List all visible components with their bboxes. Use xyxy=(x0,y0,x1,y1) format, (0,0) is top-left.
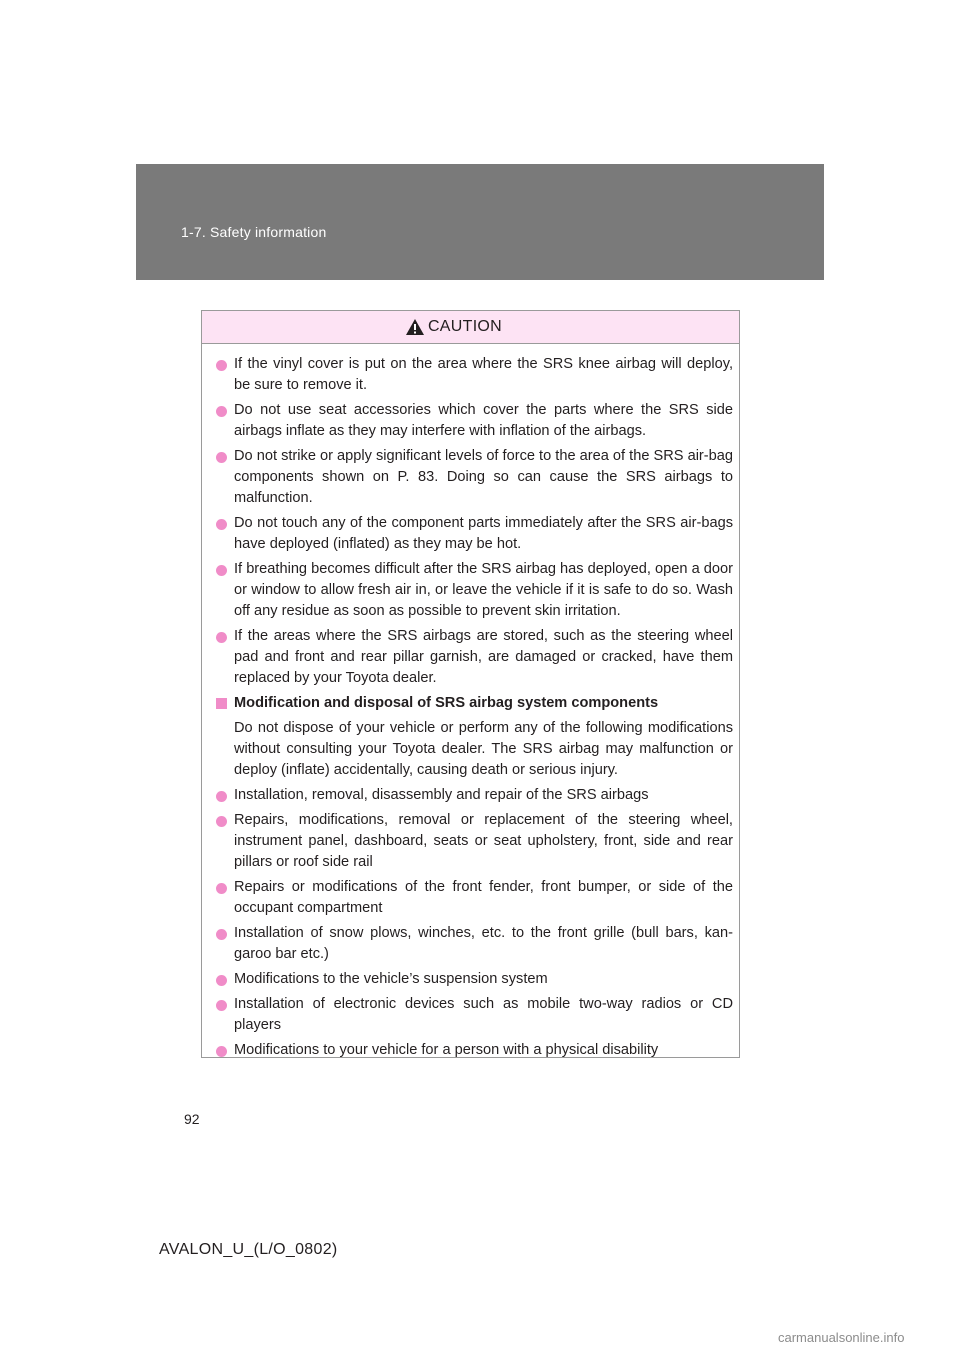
bullet-icon xyxy=(216,975,227,986)
caution-item: Do not strike or apply significant levels of force to the area of the SRS air-bag components shown on P. 83. Doing so can cause the SRS airbags to malfunction. xyxy=(216,446,733,509)
warning-triangle-icon xyxy=(405,318,425,336)
modification-item: Installation, removal, disassembly and repair of the SRS airbags xyxy=(216,785,733,806)
bullet-icon xyxy=(216,816,227,827)
bullet-icon xyxy=(216,565,227,576)
modification-item: Repairs, modifications, removal or replacement of the steering wheel, instrument panel, dashboard, seats or seat upholstery, front, side and rear pillars or roof side rail xyxy=(216,810,733,873)
caution-body xyxy=(202,344,739,1061)
caution-item: If the vinyl cover is put on the area where the SRS knee airbag will deploy, be sure to remove it. xyxy=(216,354,733,396)
caution-item: Do not use seat accessories which cover the parts where the SRS side airbags inflate as they may interfere with inflation of the airbags. xyxy=(216,400,733,442)
modification-item: Installation of snow plows, winches, etc. to the front grille (bull bars, kan-garoo bar etc.) xyxy=(216,923,733,965)
caution-label: CAUTION xyxy=(427,318,503,335)
bullet-icon xyxy=(216,406,227,417)
modification-item: Modifications to your vehicle for a person with a physical disability xyxy=(216,1040,733,1061)
bullet-icon xyxy=(216,1000,227,1011)
bullet-icon xyxy=(216,632,227,643)
bullet-icon xyxy=(216,883,227,894)
modification-item: Modifications to the vehicle’s suspension system xyxy=(216,969,733,990)
section-header-band xyxy=(136,164,824,280)
footer-code: AVALON_U_(L/O_0802) xyxy=(159,1241,338,1258)
bullet-icon xyxy=(216,929,227,940)
bullet-icon xyxy=(216,452,227,463)
bullet-icon xyxy=(216,360,227,371)
modification-intro: Do not dispose of your vehicle or perform any of the following modifications without consulting your Toyota dealer. The SRS airbag may malfunction or deploy (inflate) accidentally, causing death or serious injury. xyxy=(234,720,733,778)
bullet-icon xyxy=(216,1046,227,1057)
caution-item: Do not touch any of the component parts immediately after the SRS air-bags have deployed (inflated) as they may be hot. xyxy=(216,513,733,555)
caution-header xyxy=(202,311,739,344)
section-title: 1-7. Safety information xyxy=(181,224,327,240)
square-bullet-icon xyxy=(216,698,227,709)
page-number: 92 xyxy=(184,1111,200,1127)
watermark: carmanualsonline.info xyxy=(778,1330,905,1345)
bullet-icon xyxy=(216,791,227,802)
modification-heading: Modification and disposal of SRS airbag system components xyxy=(216,693,733,714)
modification-item: Installation of electronic devices such as mobile two-way radios or CD players xyxy=(216,994,733,1036)
caution-item: If breathing becomes difficult after the SRS airbag has deployed, open a door or window to allow fresh air in, or leave the vehicle if it is safe to do so. Wash off any residue as soon as possible to prevent skin irritation. xyxy=(216,559,733,622)
bullet-icon xyxy=(216,519,227,530)
caution-item: If the areas where the SRS airbags are stored, such as the steering wheel pad and front and rear pillar garnish, are damaged or cracked, have them replaced by your Toyota dealer. xyxy=(216,626,733,689)
caution-box xyxy=(201,310,740,1058)
modification-item: Repairs or modifications of the front fender, front bumper, or side of the occupant compartment xyxy=(216,877,733,919)
